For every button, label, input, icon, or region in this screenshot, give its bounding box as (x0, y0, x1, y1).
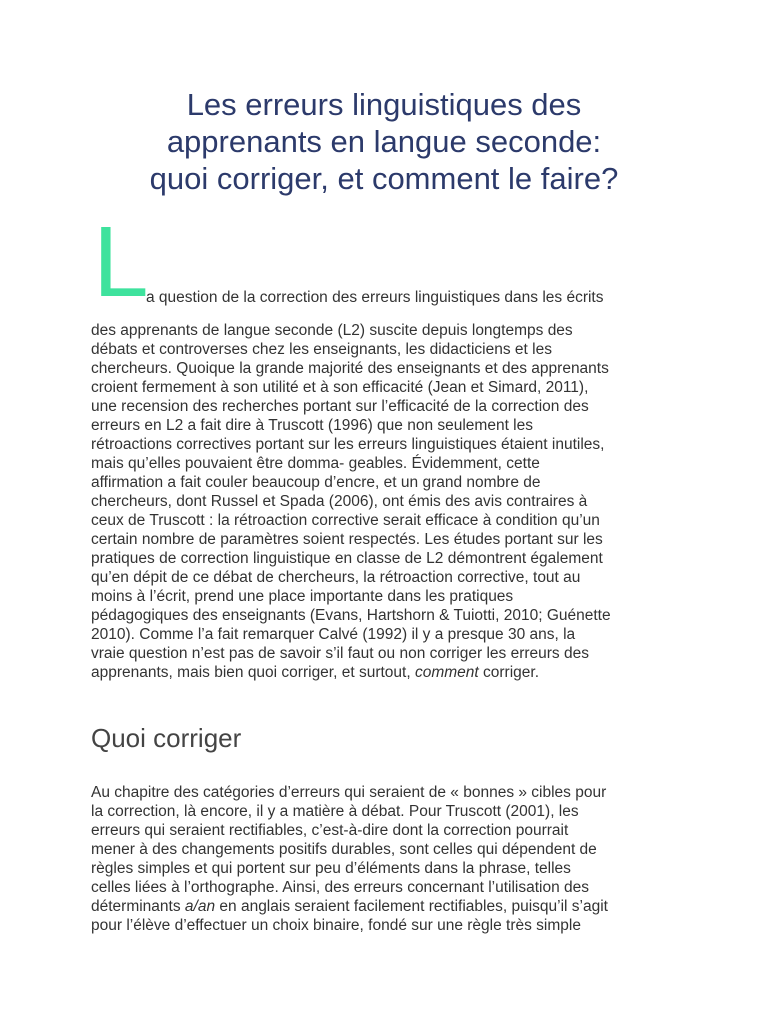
document-title (60, 86, 708, 197)
section-heading: Quoi corriger (91, 723, 242, 753)
drop-cap-letter: L (93, 206, 149, 318)
text-line: chercheurs. Quoique la grande majorité des enseignants et des apprenants (91, 360, 609, 377)
text-line: débats et controverses chez les enseignants, les didacticiens et les (91, 341, 552, 358)
text-line: qu’en dépit de ce débat de chercheurs, la rétroaction corrective, tout au (91, 569, 581, 586)
title-line: quoi corriger, et comment le faire? (149, 161, 619, 196)
text-run: en anglais seraient facilement rectifiables, puisqu’il s’agit (215, 898, 608, 915)
section-paragraph (91, 783, 608, 935)
text-run: apprenants, mais bien quoi corriger, et surtout, (91, 664, 415, 681)
emphasis-text: comment (414, 664, 479, 681)
text-line: chercheurs, dont Russel et Spada (2006), ont émis des avis contraires à (91, 493, 588, 510)
text-line (91, 663, 611, 682)
intro-paragraph (91, 321, 611, 682)
text-line: Au chapitre des catégories d’erreurs qui seraient de « bonnes » cibles pour (91, 784, 607, 801)
text-line: des apprenants de langue seconde (L2) suscite depuis longtemps des (91, 322, 573, 339)
title-line: Les erreurs linguistiques des (186, 87, 582, 122)
text-line: celles liées à l’orthographe. Ainsi, des erreurs concernant l’utilisation des (91, 879, 589, 896)
text-run: déterminants (91, 898, 185, 915)
text-line: pour l’élève d’effectuer un choix binaire, fondé sur une règle très simple (91, 917, 581, 934)
text-line: ceux de Truscott : la rétroaction corrective serait efficace à condition qu’un (91, 512, 600, 529)
text-line: erreurs en L2 a fait dire à Truscott (1996) que non seulement les (91, 417, 533, 434)
text-line: règles simples et qui portent sur peu d’éléments dans la phrase, telles (91, 860, 571, 877)
text-line: erreurs qui seraient rectifiables, c’est-à-dire dont la correction pourrait (91, 822, 569, 839)
text-line: la correction, là encore, il y a matière à débat. Pour Truscott (2001), les (91, 803, 579, 820)
emphasis-text: a/an (184, 898, 216, 915)
text-line: pratiques de correction linguistique en classe de L2 démontrent également (91, 550, 603, 567)
text-line: certain nombre de paramètres soient respectés. Les études portant sur les (91, 531, 603, 548)
title-line: apprenants en langue seconde: (166, 124, 602, 159)
text-line: moins à l’écrit, prend une place importante dans les pratiques (91, 588, 514, 605)
text-line: vraie question n’est pas de savoir s’il faut ou non corriger les erreurs des (91, 645, 589, 662)
text-line: une recension des recherches portant sur l’efficacité de la correction des (91, 398, 589, 415)
intro-first-line: a question de la correction des erreurs linguistiques dans les écrits (146, 289, 604, 306)
text-line: rétroactions correctives portant sur les erreurs linguistiques étaient inutiles, (91, 436, 605, 453)
text-line: croient fermement à son utilité et à son efficacité (Jean et Simard, 2011), (91, 379, 589, 396)
text-line: affirmation a fait couler beaucoup d’encre, et un grand nombre de (91, 474, 541, 491)
text-line (91, 897, 608, 916)
text-run: corriger. (478, 664, 540, 681)
text-line: mais qu’elles pouvaient être domma- geables. Évidemment, cette (91, 455, 540, 472)
text-line: pédagogiques des enseignants (Evans, Hartshorn & Tuiotti, 2010; Guénette (91, 607, 611, 624)
text-line: 2010). Comme l’a fait remarquer Calvé (1992) il y a presque 30 ans, la (91, 626, 576, 643)
text-line: mener à des changements positifs durables, sont celles qui dépendent de (91, 841, 597, 858)
